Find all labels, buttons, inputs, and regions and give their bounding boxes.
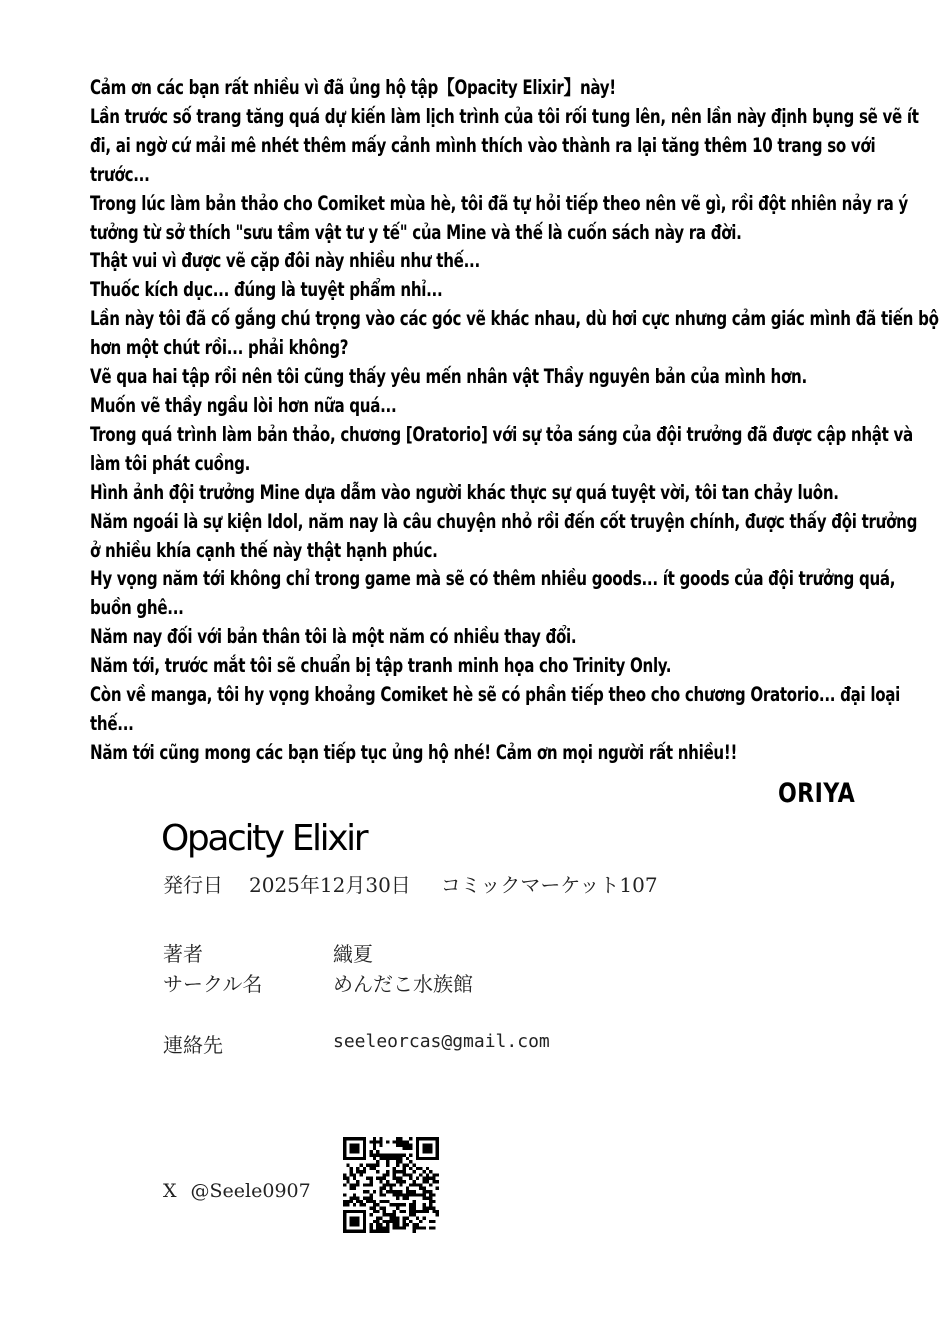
afterword-line: Trong quá trình làm bản thảo, chương [Oratorio] với sự tỏa sáng của đội trưởng đã được cập nhật và bbox=[90, 422, 913, 446]
afterword-text bbox=[90, 74, 939, 768]
publication-date: 2025年12月30日 bbox=[249, 873, 411, 897]
afterword-line: trước... bbox=[90, 162, 150, 186]
afterword-line: buồn ghê... bbox=[90, 596, 184, 620]
afterword-line: đi, ai ngờ cứ mải mê nhét thêm mấy cảnh mình thích vào thành ra lại tăng thêm 10 trang so với bbox=[90, 133, 876, 157]
contact-row bbox=[163, 1029, 550, 1058]
afterword-line: Lần này tôi đã cố gắng chú trọng vào các góc vẽ khác nhau, dù hơi cực nhưng cảm giác mình đã tiến bộ bbox=[90, 307, 939, 331]
afterword-line: Hy vọng năm tới không chỉ trong game mà sẽ có thêm nhiều goods... ít goods của đội trưởng quá, bbox=[90, 567, 896, 591]
afterword-line: làm tôi phát cuồng. bbox=[90, 451, 251, 475]
afterword-line: Hình ảnh đội trưởng Mine dựa dẫm vào người khác thực sự quá tuyệt vời, tôi tan chảy luôn. bbox=[90, 480, 839, 504]
circle-name: めんだこ水族館 bbox=[333, 972, 473, 996]
author-label: 著者 bbox=[163, 942, 203, 966]
contact-email: seeleorcas@gmail.com bbox=[333, 1031, 550, 1052]
x-handle: @Seele0907 bbox=[190, 1180, 311, 1202]
book-title: Opacity Elixir bbox=[161, 818, 367, 859]
afterword-line: Thật vui vì được vẽ cặp đôi này nhiều như thế... bbox=[90, 249, 480, 273]
afterword-line: thế... bbox=[90, 711, 134, 735]
afterword-line: Năm tới, trước mắt tôi sẽ chuẩn bị tập tranh minh họa cho Trinity Only. bbox=[90, 654, 672, 678]
author-signature: ORIYA bbox=[777, 778, 855, 809]
afterword-line: Còn về manga, tôi hy vọng khoảng Comiket hè sẽ có phần tiếp theo cho chương Oratorio... đại loại bbox=[90, 683, 901, 707]
circle-label: サークル名 bbox=[163, 972, 263, 996]
event-name: コミックマーケット107 bbox=[440, 873, 658, 897]
afterword-line: Vẽ qua hai tập rồi nên tôi cũng thấy yêu mến nhân vật Thầy nguyên bản của mình hơn. bbox=[90, 365, 807, 389]
x-label: X bbox=[163, 1180, 177, 1202]
afterword-line: Cảm ơn các bạn rất nhiều vì đã ủng hộ tập【Opacity Elixir】này! bbox=[90, 76, 616, 99]
afterword-line: hơn một chút rồi... phải không? bbox=[90, 336, 349, 360]
publication-date-label: 発行日 bbox=[163, 873, 223, 897]
afterword-line: Thuốc kích dục... đúng là tuyệt phẩm nhỉ... bbox=[90, 278, 443, 302]
qr-code-icon bbox=[343, 1137, 439, 1233]
afterword-line: Muốn vẽ thầy ngầu lòi hơn nữa quá... bbox=[90, 393, 397, 417]
afterword-line: tưởng từ sở thích "sưu tầm vật tư y tế" của Mine và thế là cuốn sách này ra đời. bbox=[90, 220, 742, 244]
afterword-line: Lần trước số trang tăng quá dự kiến làm lịch trình của tôi rối tung lên, nên lần này định bụng sẽ vẽ ít bbox=[90, 104, 919, 128]
publication-date-row bbox=[163, 869, 658, 898]
x-account-row bbox=[163, 1180, 311, 1202]
contact-label: 連絡先 bbox=[163, 1033, 223, 1057]
afterword-line: Năm tới cũng mong các bạn tiếp tục ủng hộ nhé! Cảm ơn mọi người rất nhiều!! bbox=[90, 740, 738, 764]
circle-row bbox=[163, 968, 473, 997]
author-name: 織夏 bbox=[333, 942, 373, 966]
afterword-line: ở nhiều khía cạnh thế này thật hạnh phúc. bbox=[90, 538, 438, 562]
afterword-line: Trong lúc làm bản thảo cho Comiket mùa hè, tôi đã tự hỏi tiếp theo nên vẽ gì, rồi đột nhiên nảy ra ý bbox=[90, 191, 908, 215]
author-row bbox=[163, 938, 373, 967]
afterword-line: Năm ngoái là sự kiện Idol, năm nay là câu chuyện nhỏ rồi đến cốt truyện chính, được thấy đội trưởng bbox=[90, 509, 918, 533]
afterword-line: Năm nay đối với bản thân tôi là một năm có nhiều thay đổi. bbox=[90, 625, 577, 649]
